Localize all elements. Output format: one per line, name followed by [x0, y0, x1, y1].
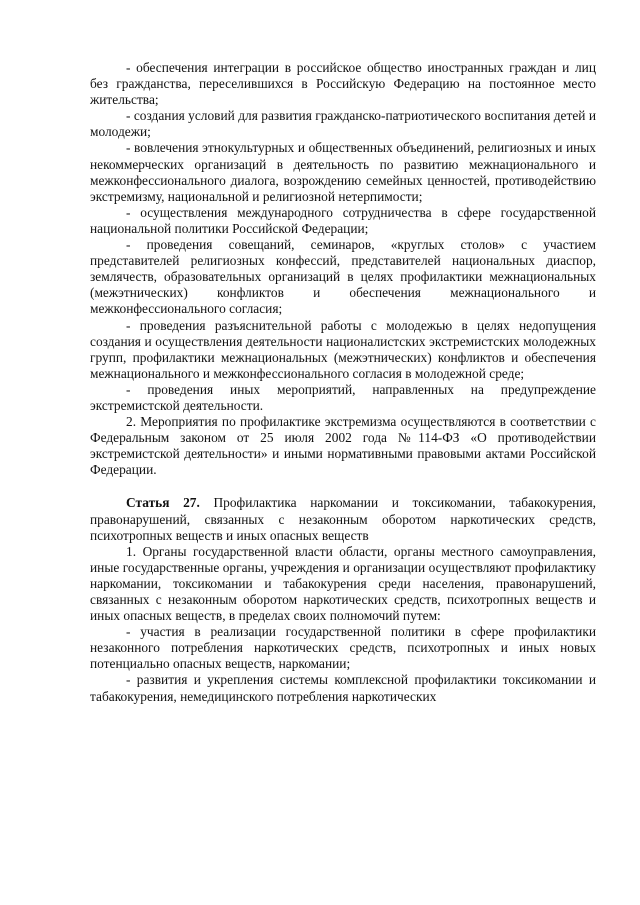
paragraph-integration: - обеспечения интеграции в российское общество иностранных граждан и лиц без гражданства, переселившихся в Российскую Федерацию на постоянное место жительства; — [90, 60, 596, 108]
paragraph-authorities-prevention: 1. Органы государственной власти области, органы местного самоуправления, иные государственные органы, учреждения и организации осуществляют профилактику наркомании, токсикомании и табакокурения среди населения, правонарушений, связанных с незаконным оборотом наркотических средств, психотропных веществ и иных опасных веществ, в пределах своих полномочий путем: — [90, 543, 596, 624]
article-heading — [90, 495, 596, 543]
paragraph-international-cooperation: - осуществления международного сотрудничества в сфере государственной национальной политики Российской Федерации; — [90, 204, 596, 236]
article-title: Профилактика наркомании и токсикомании, табакокурения, правонарушений, связанных с незаконным оборотом наркотических средств, психотропных веществ и иных опасных веществ — [90, 495, 597, 543]
document-page — [90, 60, 596, 705]
paragraph-state-policy-participation: - участия в реализации государственной политики в сфере профилактики незаконного потребления наркотических средств, психотропных и иных новых потенциально опасных веществ, наркомании; — [90, 624, 596, 672]
paragraph-meetings-seminars: - проведения совещаний, семинаров, «круглых столов» с участием представителей религиозных конфессий, представителей национальных диаспор, землячеств, образовательных организаций в целях профилактики межнациональных (межэтнических) конфликтов и обеспечения межнационального и межконфессионального согласия; — [90, 237, 596, 317]
paragraph-prevention-system: - развития и укрепления системы комплексной профилактики токсикомании и табакокурения, немедицинского потребления наркотических — [90, 672, 596, 704]
paragraph-youth-outreach: - проведения разъяснительной работы с молодежью в целях недопущения создания и осуществления деятельности националистских экстремистских молодежных групп, профилактики межнациональных (межэтнических) конфликтов и обеспечения межнационального и межконфессионального согласия в молодежной среде; — [90, 317, 596, 381]
paragraph-ethnocultural-associations: - вовлечения этнокультурных и общественных объединений, религиозных и иных некоммерческих организаций в деятельность по развитию межнационального и межконфессионального диалога, возрождению семейных ценностей, противодействию экстремизму, национальной и религиозной нетерпимости; — [90, 140, 596, 204]
paragraph-other-measures: - проведения иных мероприятий, направленных на предупреждение экстремистской деятельности. — [90, 381, 596, 413]
article-number: Статья 27. — [126, 495, 200, 511]
paragraph-extremism-prevention-law: 2. Мероприятия по профилактике экстремизма осуществляются в соответствии с Федеральным законом от 25 июля 2002 года №114-ФЗ «О противодействии экстремистской деятельности» и иными нормативными правовыми актами Российской Федерации. — [90, 414, 596, 478]
paragraph-patriotic-education: - создания условий для развития гражданско-патриотического воспитания детей и молодежи; — [90, 108, 596, 140]
